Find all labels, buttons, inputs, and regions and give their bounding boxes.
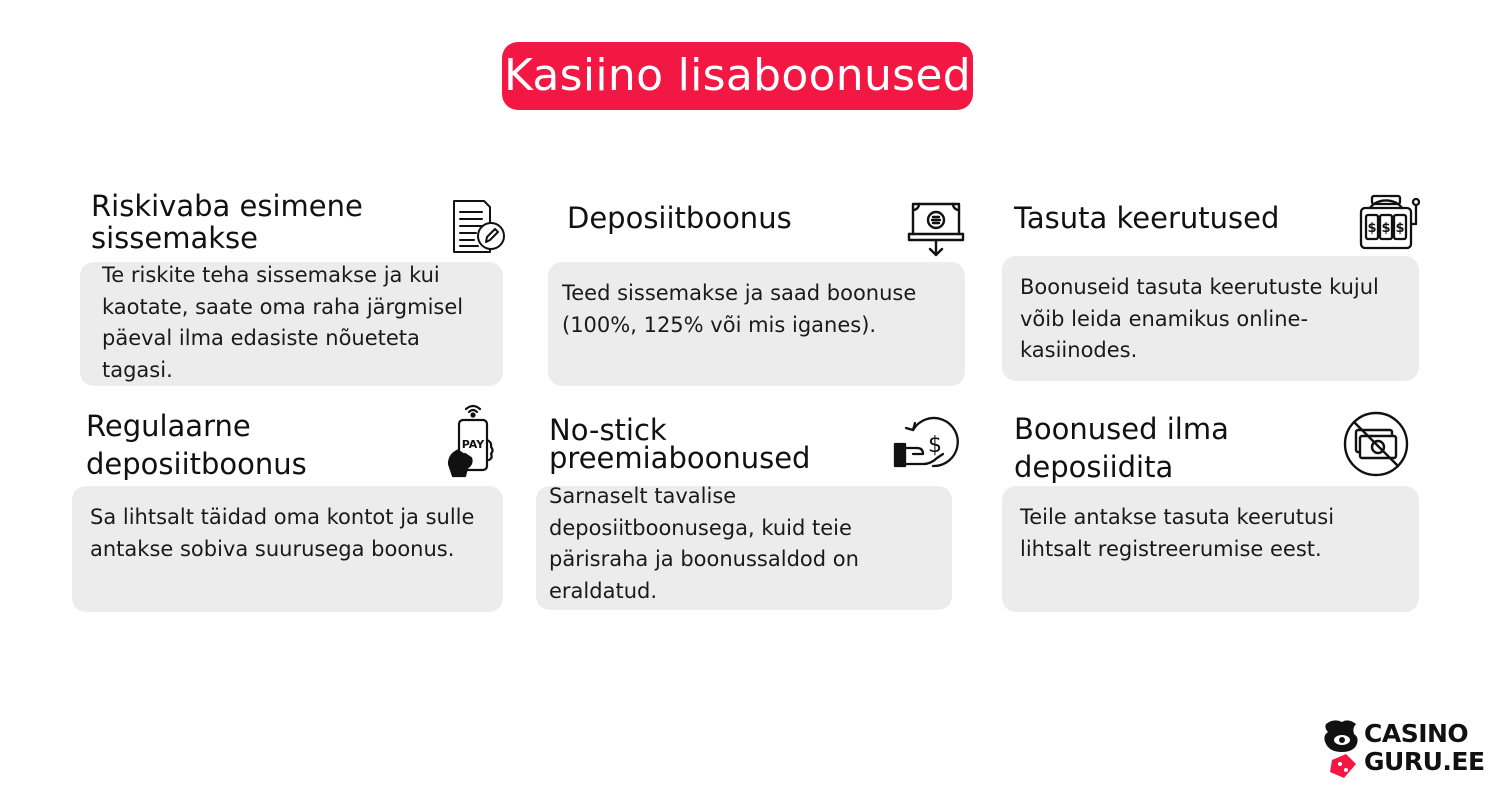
card-description-no-deposit-bonuses bbox=[1002, 486, 1419, 612]
svg-text:$: $ bbox=[928, 433, 942, 458]
card-title-regular-deposit-bonus: Regulaarne deposiitboonus bbox=[86, 409, 307, 481]
svg-text:PAY: PAY bbox=[461, 438, 485, 451]
card-description-no-stick-bonuses bbox=[536, 486, 952, 610]
document-edit-icon bbox=[450, 198, 508, 256]
card-text: Sarnaselt tavalise deposiitboonusega, kuid teie pärisraha ja boonussaldod on eraldatud. bbox=[549, 484, 859, 603]
card-title-deposit-bonus: Deposiitboonus bbox=[567, 201, 792, 235]
card-title-free-spins: Tasuta keerutused bbox=[1014, 201, 1280, 235]
card-text: Sa lihtsalt täidad oma kontot ja sulle antakse sobiva suurusega boonus. bbox=[90, 505, 475, 561]
card-text: Boonuseid tasuta keerutuste kujul võib leida enamikus online-kasiinodes. bbox=[1020, 275, 1379, 362]
svg-text:$: $ bbox=[1367, 221, 1377, 236]
logo-line-2: GURU.EE bbox=[1364, 747, 1485, 776]
slot-machine-icon bbox=[1356, 190, 1420, 252]
mobile-pay-icon bbox=[443, 404, 495, 480]
card-title-no-stick-bonuses: No-stick preemiaboonused bbox=[549, 413, 811, 475]
card-description-free-spins bbox=[1002, 256, 1419, 381]
logo-line-1: CASINO bbox=[1364, 719, 1469, 748]
card-text: Te riskite teha sissemakse ja kui kaotate, saate oma raha järgmisel päeval ilma edasiste nõueteta tagasi. bbox=[102, 263, 464, 382]
svg-text:$: $ bbox=[1395, 221, 1405, 236]
logo-wordmark bbox=[1364, 720, 1485, 776]
card-description-risk-free-deposit bbox=[80, 262, 503, 386]
card-title-no-deposit-bonuses: Boonused ilma deposiidita bbox=[1014, 412, 1229, 484]
no-money-icon bbox=[1342, 410, 1410, 478]
hand-dollar-icon bbox=[893, 414, 965, 476]
cash-deposit-icon bbox=[906, 198, 966, 258]
casinoguru-logo bbox=[1322, 718, 1485, 782]
logo-mark-icon bbox=[1322, 718, 1362, 782]
card-text: Teile antakse tasuta keerutusi lihtsalt registreerumise eest. bbox=[1020, 505, 1335, 561]
card-title-risk-free-deposit: Riskivaba esimene sissemakse bbox=[91, 189, 363, 255]
page-title: Kasiino lisaboonused bbox=[502, 42, 973, 110]
card-text: Teed sissemakse ja saad boonuse (100%, 125% või mis iganes). bbox=[562, 281, 917, 337]
card-description-regular-deposit-bonus bbox=[72, 486, 503, 612]
svg-text:$: $ bbox=[1381, 221, 1391, 236]
card-description-deposit-bonus bbox=[548, 262, 965, 386]
